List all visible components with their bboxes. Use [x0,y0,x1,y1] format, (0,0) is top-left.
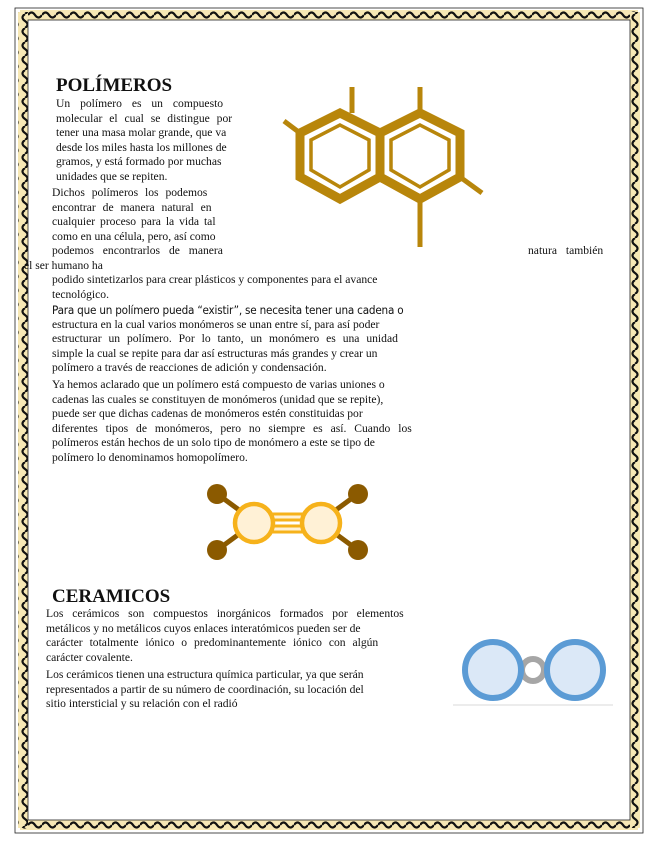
dumbbell-molecule-icon [200,480,375,565]
ceramicos-paragraph-1 [46,607,438,665]
paragraph-line: cualquier proceso para la vida tal [52,215,216,229]
paragraph-line: polímero a través de reacciones de adición y condensación. [52,361,327,375]
paragraph-line: podemos encontrarlos de manera [52,244,223,258]
paragraph-line: Los cerámicos tienen una estructura química particular, ya que serán [46,668,364,681]
paragraph-line: diferentes tipos de monómeros, pero no siempre es así. Cuando los [52,421,412,435]
paragraph-line: puede ser que dichas cadenas de monómeros estén constituidas por [52,407,363,421]
paragraph-line: sitio intersticial y su relación con el radió [46,697,238,711]
two-spheres-icon [453,635,613,710]
naphthalene-hexagon-icon [280,85,500,250]
paragraph-line: desde los miles hasta los millones de [56,140,227,154]
paragraph-line: estructura en la cual varios monómeros se unan entre sí, para así poder [52,317,380,331]
polimeros-paragraph-1 [56,97,262,185]
paragraph-line: simple la cual se repite para dar así estructuras más grandes y crear un [52,346,378,360]
paragraph-line: estructurar un polímero. Por lo tanto, un monómero es una unidad [52,332,398,346]
polimeros-paragraph-3-first-line: Para que un polímero pueda “existir”, se necesita tener una cadena o [52,303,404,317]
paragraph-line: polímeros están hechos de un solo tipo de monómero a este se tipo de [52,436,375,450]
paragraph-line: metálicos y no metálicos cuyos enlaces interatómicos pueden ser de [46,621,361,635]
polimeros-title: POLÍMEROS [56,75,173,96]
paragraph-line: tecnológico. [52,287,109,301]
paragraph-line: gramos, y está formado por muchas [56,155,222,169]
paragraph-line: Los cerámicos son compuestos inorgánicos formados por elementos [46,607,404,620]
paragraph-line: encontrar de manera natural en [52,200,212,214]
polimeros-paragraph-2-cont [52,273,452,302]
paragraph-line: Dichos polímeros los podemos [52,186,208,199]
ceramicos-title: CERAMICOS [52,586,171,607]
polimeros-paragraph-2-tail-left: el ser humano ha [24,259,103,272]
polimeros-paragraph-3 [52,303,448,376]
paragraph-line: polímero lo denominamos homopolímero. [52,450,248,464]
paragraph-line: podido sintetizarlos para crear plásticos y componentes para el avance [52,273,378,286]
polimeros-paragraph-2-tail-right: natura también [528,244,604,257]
paragraph-line: carácter covalente. [46,650,133,664]
paragraph-line: Ya hemos aclarado que un polímero está compuesto de varias uniones o [52,378,385,391]
paragraph-line: carácter totalmente iónico o predominantemente iónico con algún [46,636,379,650]
paragraph-line: tener una masa molar grande, que va [56,126,227,140]
ceramicos-paragraph-2 [46,668,438,712]
paragraph-line: representados a partir de su número de coordinación, su locación del [46,682,364,696]
polimeros-paragraph-4 [52,378,448,466]
paragraph-line: molecular el cual se distingue por [56,111,233,125]
paragraph-line: unidades que se repiten. [56,169,168,183]
paragraph-line: como en una célula, pero, así como [52,229,216,243]
paragraph-line: cadenas las cuales se constituyen de monómeros (unidad que se repite), [52,392,384,406]
paragraph-line: Un polímero es un compuesto [56,97,224,110]
polimeros-paragraph-2 [52,186,252,259]
